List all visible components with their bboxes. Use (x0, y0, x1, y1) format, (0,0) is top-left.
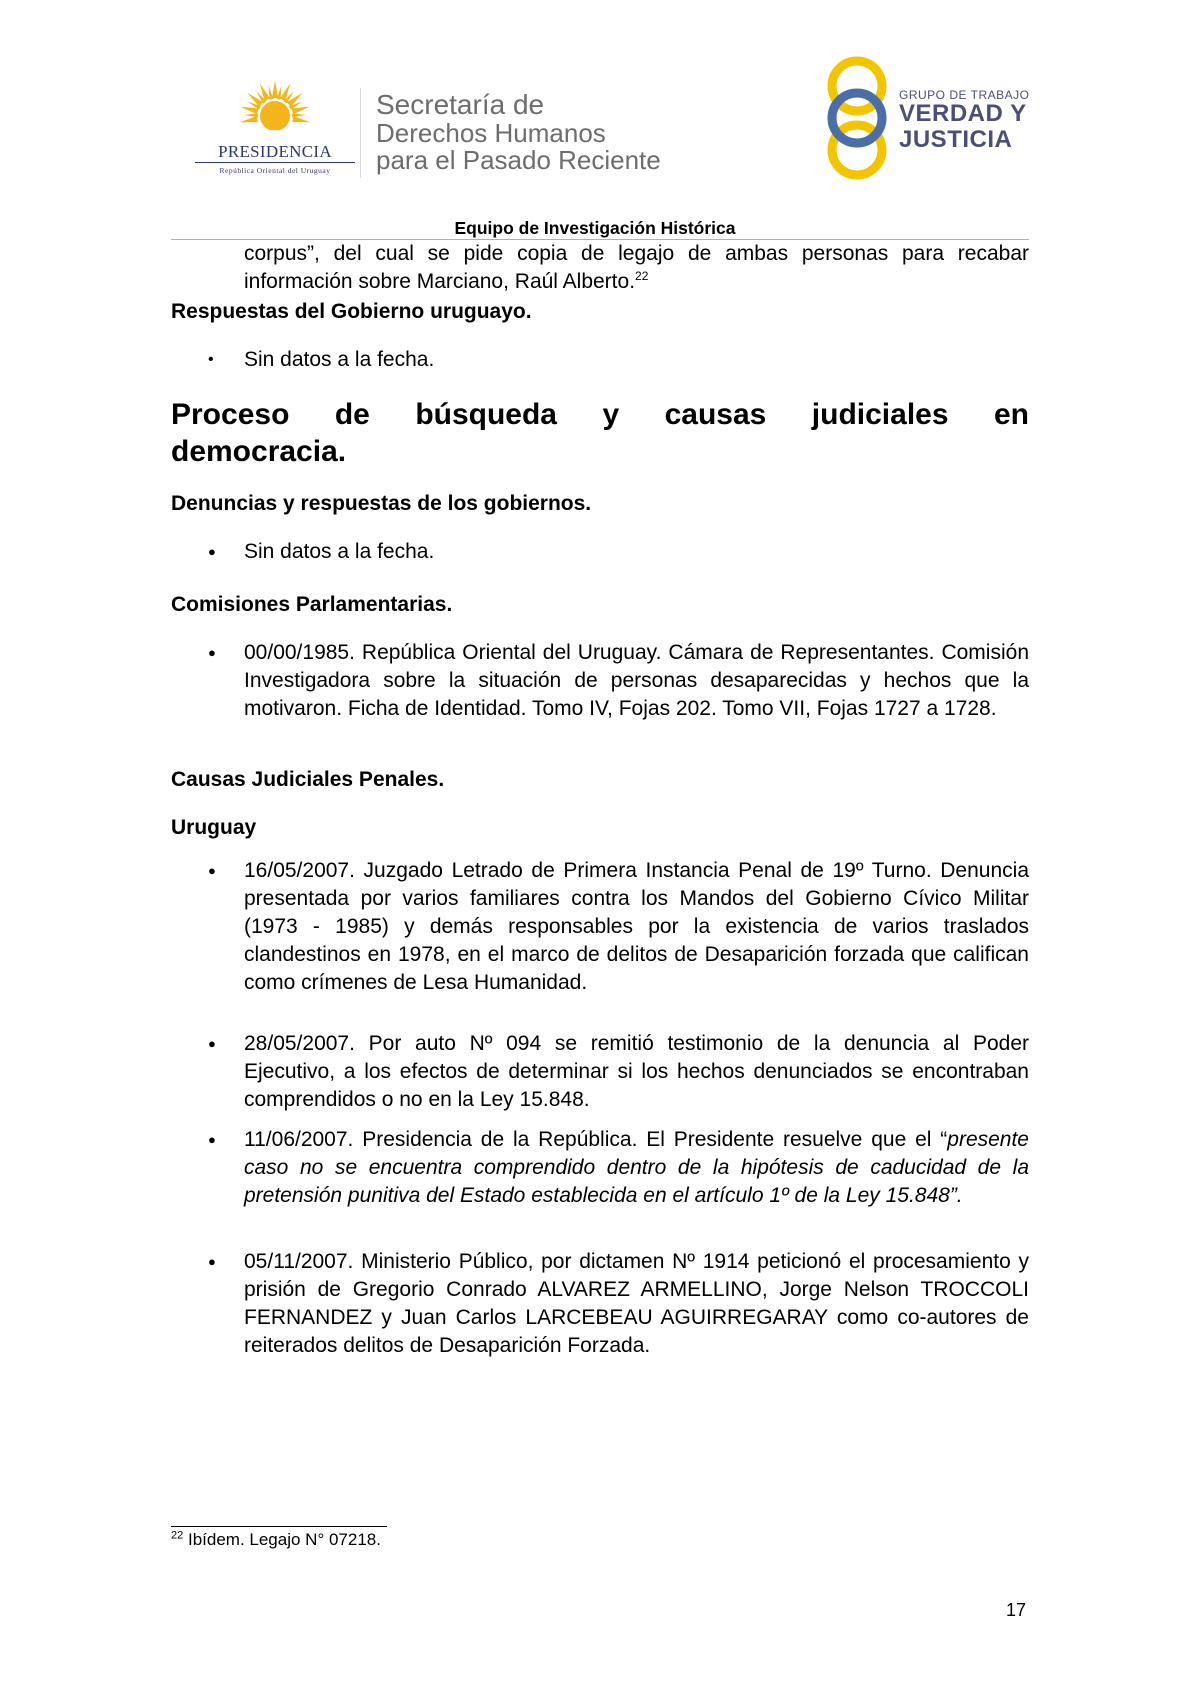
sun-icon (237, 80, 313, 142)
bullet-icon: • (208, 351, 214, 368)
footnote-text: Ibídem. Legajo N° 07218. (183, 1530, 381, 1549)
team-title: Equipo de Investigación Histórica (454, 218, 736, 238)
bullet-icon: ● (208, 645, 216, 660)
bullet-icon: ● (208, 544, 216, 559)
bullet-icon: ● (208, 1132, 216, 1147)
bullet-icon: ● (208, 1254, 216, 1269)
presidencia-subtitle: República Oriental del Uruguay (219, 166, 331, 175)
verdad-justicia-logo (825, 56, 1045, 181)
footnote-separator (171, 1526, 387, 1527)
continued-paragraph (244, 240, 1029, 296)
main-heading-line-1: Proceso de búsqueda y causas judiciales en (171, 398, 1029, 431)
gtvj-title-line-2: JUSTICIA (899, 126, 1013, 153)
section-heading-uruguay: Uruguay (171, 816, 257, 839)
continued-paragraph-text: corpus”, del cual se pide copia de legajo de ambas personas para recabar información sobre Marciano, Raúl Alberto. (244, 242, 1029, 293)
list-item-text: 00/00/1985. República Oriental del Uruguay. Cámara de Representantes. Comisión Investigadora sobre la situación de personas desaparecidas y hechos que la motivaron. Ficha de Identidad. Tomo IV, Fojas 202. Tomo VII, Fojas 1727 a 1728. (244, 641, 1029, 720)
secretaria-logo-text (376, 90, 661, 174)
section-heading-respuestas: Respuestas del Gobierno uruguayo. (171, 300, 532, 323)
presidencia-logo (195, 80, 355, 180)
list-item-text: 16/05/2007. Juzgado Letrado de Primera Instancia Penal de 19º Turno. Denuncia presentada por varios familiares contra los Mandos del Gobierno Cívico Militar (1973 - 1985) y demás responsables por la existencia de varios traslados clandestinos en 1978, en el marco de delitos de Desaparición forzada que califican como crímenes de Lesa Humanidad. (244, 859, 1029, 994)
secretaria-line-1: Secretaría de (376, 89, 545, 120)
gtvj-subtitle: GRUPO DE TRABAJO (899, 88, 1030, 102)
presidencia-rule (195, 162, 355, 163)
list-item-text (244, 1126, 1029, 1210)
list-item-text: 05/11/2007. Ministerio Público, por dictamen Nº 1914 peticionó el procesamiento y prisión de Gregorio Conrado ALVAREZ ARMELLINO, Jorge Nelson TROCCOLI FERNANDEZ y Juan Carlos LARCEBEAU AGUIRREGARAY como co-autores de reiterados delitos de Desaparición Forzada. (244, 1250, 1029, 1357)
section-heading-causas: Causas Judiciales Penales. (171, 768, 445, 791)
presidencia-wordmark: PRESIDENCIA (218, 142, 332, 161)
list-item-text-italic: presente caso no se encuentra comprendido dentro de la hipótesis de caducidad de la pretensión punitiva del Estado establecida en el artículo 1º de la Ley 15.848”. (244, 1128, 1029, 1207)
list-item-text: Sin datos a la fecha. (244, 348, 435, 371)
list-item-text-plain: 11/06/2007. Presidencia de la República. El Presidente resuelve que el “ (244, 1128, 948, 1151)
section-heading-denuncias: Denuncias y respuestas de los gobiernos. (171, 492, 592, 515)
logo-divider (360, 88, 361, 178)
footnote (171, 1530, 381, 1550)
footnote-ref-link[interactable]: 22 (635, 269, 649, 283)
list-item-text: 28/05/2007. Por auto Nº 094 se remitió testimonio de la denuncia al Poder Ejecutivo, a los efectos de determinar si los hechos denunciados se encontraban comprendidos o no en la Ley 15.848. (244, 1032, 1029, 1111)
bullet-icon: ● (208, 863, 216, 878)
rings-icon (825, 56, 895, 181)
page-number: 17 (1006, 1600, 1027, 1620)
main-heading (171, 396, 1029, 470)
list-item-text: Sin datos a la fecha. (244, 540, 435, 563)
section-heading-comisiones: Comisiones Parlamentarias. (171, 593, 453, 616)
gtvj-title-line-1: VERDAD Y (899, 100, 1027, 127)
footnote-number: 22 (171, 1529, 184, 1542)
secretaria-line-3: para el Pasado Reciente (376, 145, 661, 175)
main-heading-line-2: democracia. (171, 435, 347, 468)
bullet-icon: ● (208, 1036, 216, 1051)
page-header (0, 0, 1190, 240)
secretaria-line-2: Derechos Humanos (376, 118, 606, 148)
